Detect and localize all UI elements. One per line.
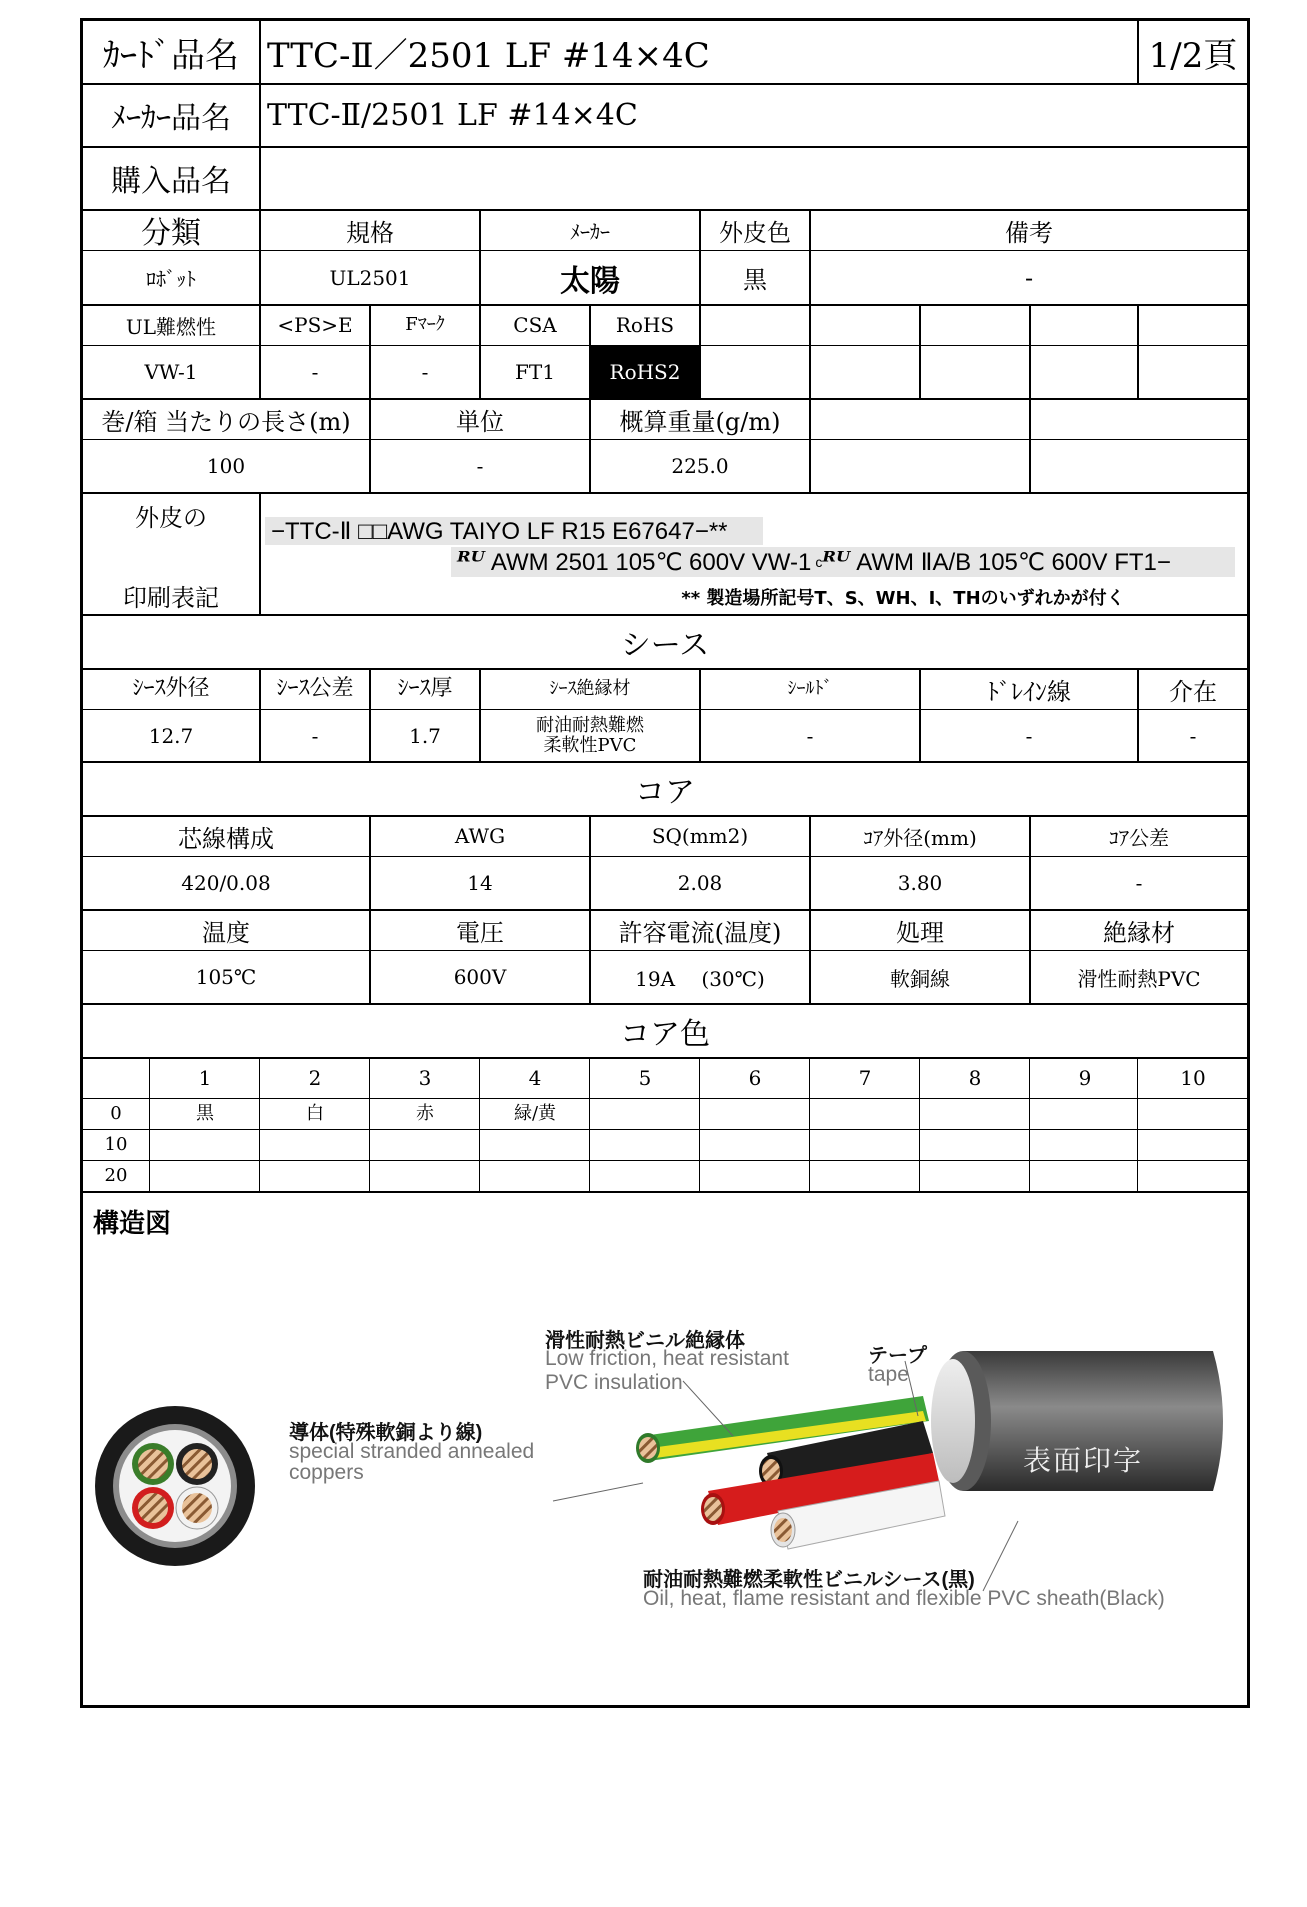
standard-value: UL2501: [329, 265, 411, 290]
print-label-bottom: 印刷表記: [123, 583, 219, 612]
maker-name-label: ﾒｰｶｰ品名: [111, 101, 231, 136]
color-cell: 白: [306, 1103, 324, 1124]
standard-header: 規格: [346, 218, 394, 247]
color-col-3: 3: [418, 1066, 432, 1090]
color-col-9: 9: [1078, 1066, 1092, 1090]
color-row-label-0: 0: [110, 1103, 122, 1124]
tape-label-en: tape: [868, 1363, 909, 1386]
card-name-value: TTC-Ⅱ／2501 LF #14×4C: [267, 35, 710, 76]
length-value: 100: [206, 454, 246, 478]
print-note: ** 製造場所記号T、S、WH、I、THのいずれかが付く: [681, 588, 1125, 609]
voltage-value: 600V: [453, 965, 507, 989]
conductor-label-en-1: special stranded annealed: [289, 1440, 535, 1463]
insulation-label-en-2: PVC insulation: [545, 1371, 683, 1394]
core-color-title: コア色: [620, 1016, 710, 1052]
remarks-header: 備考: [1005, 218, 1053, 247]
insulation-label-en-1: Low friction, heat resistant: [545, 1347, 789, 1370]
weight-value: 225.0: [671, 454, 729, 478]
awg-value: 14: [467, 871, 493, 895]
color-col-2: 2: [308, 1066, 322, 1090]
filler-header: 介在: [1169, 677, 1217, 706]
class-value: ﾛﾎﾞｯﾄ: [146, 267, 196, 291]
cul-prefix: c: [815, 554, 823, 570]
print-line-2b: AWM ⅡA/B 105℃ 600V FT1−: [856, 548, 1171, 576]
color-col-7: 7: [858, 1066, 872, 1090]
shield-header: ｼｰﾙﾄﾞ: [787, 678, 833, 699]
maker-name-value: TTC-Ⅱ/2501 LF #14×4C: [267, 97, 638, 133]
sheath-material-header: ｼｰｽ絶縁材: [549, 678, 631, 699]
sheath-material-line1: 耐油耐熱難燃: [536, 714, 644, 736]
color-col-1: 1: [198, 1066, 212, 1090]
sheath-title: シース: [620, 627, 710, 663]
sheath-label-jp: 耐油耐熱難燃柔軟性ビニルシース(黒): [643, 1569, 975, 1591]
print-line-1-text: −TTC-Ⅱ □□AWG TAIYO LF R15 E67647−**: [271, 517, 728, 545]
purchase-name-label: 購入品名: [111, 164, 231, 199]
rohs-header: RoHS: [615, 313, 675, 337]
conductor-construction-header: 芯線構成: [178, 824, 274, 853]
core-od-header: ｺｱ外径(mm): [863, 825, 977, 850]
spec-sheet: [80, 18, 1250, 1708]
sheath-material-value: [481, 710, 699, 761]
pse-value: -: [311, 360, 319, 384]
sq-value: 2.08: [677, 871, 723, 895]
core-od-value: 3.80: [897, 871, 943, 895]
print-line-2: [451, 547, 1235, 577]
ul-recognized-icon: ᴿᵁ: [457, 547, 485, 577]
temperature-value: 105℃: [195, 965, 257, 989]
unit-value: -: [476, 454, 484, 478]
card-name-label: ｶｰﾄﾞ品名: [103, 35, 239, 76]
sheath-thickness-value: 1.7: [409, 723, 441, 748]
remarks-value: -: [1024, 263, 1034, 292]
length-header: 巻/箱 当たりの長さ(m): [101, 407, 351, 436]
unit-header: 単位: [456, 407, 504, 436]
ampacity-header: 許容電流(温度): [618, 918, 782, 947]
f-mark-header: Fﾏｰｸ: [405, 314, 445, 335]
insulation-header: 絶縁材: [1103, 918, 1175, 947]
temperature-header: 温度: [202, 918, 250, 947]
color-col-4: 4: [528, 1066, 542, 1090]
maker-header: ﾒｰｶｰ: [570, 219, 610, 244]
sq-header: SQ(mm2): [651, 824, 749, 848]
color-col-6: 6: [748, 1066, 762, 1090]
sheath-label-en: Oil, heat, flame resistant and flexible PVC sheath(Black): [643, 1587, 1165, 1610]
conductor-construction-value: 420/0.08: [181, 871, 271, 895]
sheath-tolerance-value: -: [311, 723, 319, 748]
treatment-value: 軟銅線: [890, 966, 950, 991]
shield-value: -: [806, 723, 814, 748]
color-col-5: 5: [638, 1066, 652, 1090]
core-tolerance-header: ｺｱ公差: [1109, 825, 1169, 850]
color-row-label-10: 10: [104, 1134, 128, 1155]
core-tolerance-value: -: [1135, 871, 1143, 895]
cul-recognized-icon: ᴿᵁ: [822, 547, 851, 577]
sheath-od-header: ｼｰｽ外径: [132, 676, 210, 701]
f-mark-value: -: [421, 360, 429, 384]
sheath-thickness-header: ｼｰｽ厚: [397, 676, 453, 701]
csa-header: CSA: [513, 313, 557, 337]
maker-value: 太陽: [560, 263, 620, 299]
print-line-1: [265, 517, 763, 545]
page-number: 1/2頁: [1148, 35, 1238, 76]
color-cell: 緑/黄: [513, 1103, 557, 1124]
rohs-value: RoHS2: [591, 346, 699, 398]
ul-flame-header: UL難燃性: [125, 314, 217, 339]
filler-value: -: [1189, 723, 1197, 748]
purchase-name-value: [261, 147, 1247, 209]
color-cell: 赤: [416, 1103, 434, 1124]
cross-section-icon: [95, 1406, 255, 1566]
sheath-od-value: 12.7: [148, 723, 194, 748]
color-cell: 黒: [196, 1103, 214, 1124]
insulation-value: 滑性耐熱PVC: [1077, 966, 1201, 991]
ul-flame-value: VW-1: [144, 360, 198, 384]
core-title: コア: [635, 774, 695, 810]
insulation-label-jp: 滑性耐熱ビニル絶縁体: [545, 1330, 745, 1352]
jacket-color-header: 外皮色: [719, 218, 791, 247]
structure-title: 構造図: [93, 1208, 172, 1239]
print-line-2a: AWM 2501 105℃ 600V VW-1: [490, 548, 812, 576]
color-col-8: 8: [968, 1066, 982, 1090]
drain-wire-value: -: [1025, 723, 1033, 748]
pse-header: <PS>E: [277, 313, 353, 337]
csa-value: FT1: [515, 360, 555, 384]
voltage-header: 電圧: [456, 918, 504, 947]
sheath-tolerance-header: ｼｰｽ公差: [276, 676, 354, 701]
drain-wire-header: ﾄﾞﾚｲﾝ線: [987, 677, 1071, 706]
sheath-material-line2: 柔軟性PVC: [543, 734, 637, 756]
print-label-top: 外皮の: [135, 503, 207, 532]
color-col-10: 10: [1180, 1066, 1206, 1090]
conductor-label-jp: 導体(特殊軟銅より線): [289, 1422, 483, 1444]
weight-header: 概算重量(g/m): [619, 407, 781, 436]
color-row-label-20: 20: [104, 1165, 128, 1186]
treatment-header: 処理: [896, 918, 944, 947]
jacket-color-value: 黒: [743, 266, 767, 294]
class-header: 分類: [141, 216, 201, 250]
conductor-label-en-2: coppers: [289, 1461, 364, 1484]
tape-label-jp: テープ: [868, 1345, 927, 1367]
awg-header: AWG: [454, 824, 506, 848]
ampacity-value: 19A (30℃): [635, 966, 765, 991]
surface-print-label: 表面印字: [1023, 1445, 1144, 1476]
